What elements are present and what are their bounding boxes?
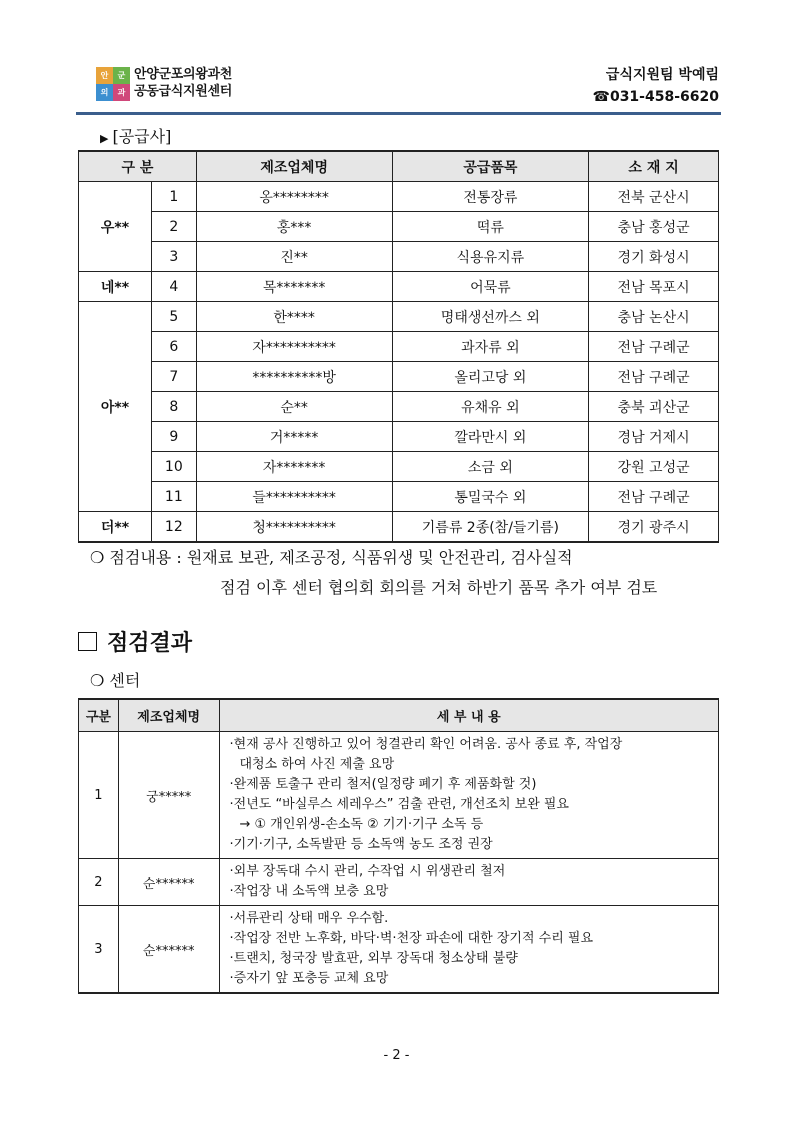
location-cell: 충남 홍성군 [589, 212, 719, 242]
location-cell: 전남 구례군 [589, 482, 719, 512]
group-name-cell: 아** [79, 302, 152, 512]
location-cell: 전남 구례군 [589, 332, 719, 362]
item-cell: 전통장류 [392, 182, 589, 212]
table-row [79, 732, 719, 859]
table-row [79, 392, 719, 422]
table-row [79, 512, 719, 543]
header-divider [76, 112, 721, 115]
table-header-cell: 제조업체명 [196, 151, 392, 182]
row-number-cell: 9 [151, 422, 196, 452]
center-logo-icon [96, 67, 130, 101]
table-header-cell: 세 부 내 용 [219, 699, 719, 732]
triangle-bullet-icon: ▶ [100, 132, 109, 145]
table-header-cell: 공급품목 [392, 151, 589, 182]
detail-line: → ① 개인위생-손소독 ② 기기·기구 소독 등 [239, 817, 484, 832]
row-number-cell: 1 [151, 182, 196, 212]
row-number-cell: 6 [151, 332, 196, 362]
table-row [79, 452, 719, 482]
table-row [79, 859, 719, 906]
location-cell: 전북 군산시 [589, 182, 719, 212]
table-row [79, 212, 719, 242]
page-number: - 2 - [383, 1048, 410, 1063]
item-cell: 떡류 [392, 212, 589, 242]
row-number-cell: 2 [79, 859, 119, 906]
row-number-cell: 2 [151, 212, 196, 242]
maker-cell: 자********** [196, 332, 392, 362]
table-header-cell: 제조업체명 [118, 699, 219, 732]
location-cell: 경기 광주시 [589, 512, 719, 543]
location-cell: 전남 구례군 [589, 362, 719, 392]
table-row [79, 302, 719, 332]
location-cell: 경기 화성시 [589, 242, 719, 272]
table-header-cell: 소 재 지 [589, 151, 719, 182]
item-cell: 통밀국수 외 [392, 482, 589, 512]
maker-cell: 청********** [196, 512, 392, 543]
table-header-cell: 구분 [79, 699, 119, 732]
subsection-title: ❍ 센터 [90, 671, 141, 690]
table-row [79, 332, 719, 362]
row-number-cell: 3 [151, 242, 196, 272]
row-number-cell: 5 [151, 302, 196, 332]
maker-cell: 순** [196, 392, 392, 422]
detail-line: ·완제품 토출구 관리 철저(일정량 폐기 후 제품화할 것) [229, 777, 537, 792]
item-cell: 소금 외 [392, 452, 589, 482]
item-cell: 어묵류 [392, 272, 589, 302]
section-title [78, 626, 192, 657]
maker-cell: 거***** [196, 422, 392, 452]
row-number-cell: 3 [79, 906, 119, 994]
logo-cell: 군 [113, 67, 130, 84]
inspection-note [90, 543, 657, 603]
supplier-heading [100, 124, 171, 147]
maker-cell: 들********** [196, 482, 392, 512]
item-cell: 올리고당 외 [392, 362, 589, 392]
row-number-cell: 12 [151, 512, 196, 543]
group-name-cell: 네** [79, 272, 152, 302]
row-number-cell: 4 [151, 272, 196, 302]
maker-cell: 한**** [196, 302, 392, 332]
logo-cell: 의 [96, 84, 113, 101]
table-row [79, 482, 719, 512]
maker-cell: 목******* [196, 272, 392, 302]
table-header-cell: 구 분 [79, 151, 197, 182]
supplier-heading-text: [공급사] [112, 127, 172, 146]
detail-line: ·증자기 앞 포충등 교체 요망 [229, 971, 389, 986]
row-number-cell: 10 [151, 452, 196, 482]
org-name-line1: 안양군포의왕과천 [134, 67, 233, 82]
table-row [79, 242, 719, 272]
table-header-row [79, 151, 719, 182]
maker-cell: 순****** [118, 906, 219, 994]
maker-cell: 궁***** [118, 732, 219, 859]
note-line2: 점검 이후 센터 협의회 회의를 거쳐 하반기 품목 추가 여부 검토 [220, 578, 658, 597]
table-header-row [79, 699, 719, 732]
table-row [79, 422, 719, 452]
location-cell: 전남 목포시 [589, 272, 719, 302]
location-cell: 충남 논산시 [589, 302, 719, 332]
maker-cell: 자******* [196, 452, 392, 482]
org-name-line2: 공동급식지원센터 [134, 84, 233, 99]
detail-line: ·작업장 내 소독액 보충 요망 [229, 884, 389, 899]
detail-line: ·기기·기구, 소독발판 등 소독액 농도 조정 권장 [229, 837, 493, 852]
team-contact: 급식지원팀 박예림 [605, 67, 719, 83]
item-cell: 과자류 외 [392, 332, 589, 362]
row-number-cell: 1 [79, 732, 119, 859]
detail-line: ·현재 공사 진행하고 있어 청결관리 확인 어려움. 공사 종료 후, 작업장 [229, 737, 623, 752]
maker-cell: **********방 [196, 362, 392, 392]
table-row [79, 182, 719, 212]
row-number-cell: 11 [151, 482, 196, 512]
item-cell: 기름류 2종(참/들기름) [392, 512, 589, 543]
maker-cell: 홍*** [196, 212, 392, 242]
supplier-table [78, 150, 719, 543]
result-table [78, 698, 719, 994]
logo-cell: 안 [96, 67, 113, 84]
location-cell: 경남 거제시 [589, 422, 719, 452]
maker-cell: 진** [196, 242, 392, 272]
note-line1: ❍ 점검내용 : 원재료 보관, 제조공정, 식품위생 및 안전관리, 검사실적 [90, 548, 573, 567]
detail-line: ·작업장 전반 노후화, 바닥·벽·천장 파손에 대한 장기적 수리 필요 [229, 931, 594, 946]
table-row [79, 362, 719, 392]
checkbox-square-icon [78, 632, 97, 651]
detail-line: ·전년도 “바실루스 세레우스” 검출 관련, 개선조치 보완 필요 [229, 797, 569, 812]
item-cell: 명태생선까스 외 [392, 302, 589, 332]
item-cell: 깔라만시 외 [392, 422, 589, 452]
detail-line: ·외부 장독대 수시 관리, 수작업 시 위생관리 철저 [229, 864, 506, 879]
org-name [134, 66, 232, 100]
detail-line: 대청소 하여 사진 제출 요망 [239, 757, 395, 772]
detail-line: ·서류관리 상태 매우 우수함. [229, 911, 389, 926]
group-name-cell: 우** [79, 182, 152, 272]
maker-cell: 옹******** [196, 182, 392, 212]
item-cell: 유채유 외 [392, 392, 589, 422]
phone-number: ☎031-458-6620 [592, 89, 719, 105]
location-cell: 강원 고성군 [589, 452, 719, 482]
page-header [76, 62, 719, 112]
table-row [79, 906, 719, 994]
location-cell: 충북 괴산군 [589, 392, 719, 422]
table-row [79, 272, 719, 302]
details-cell [219, 732, 719, 859]
section-title-text: 점검결과 [107, 631, 193, 656]
maker-cell: 순****** [118, 859, 219, 906]
row-number-cell: 7 [151, 362, 196, 392]
details-cell [219, 859, 719, 906]
details-cell [219, 906, 719, 994]
logo-cell: 과 [113, 84, 130, 101]
row-number-cell: 8 [151, 392, 196, 422]
group-name-cell: 더** [79, 512, 152, 543]
item-cell: 식용유지류 [392, 242, 589, 272]
detail-line: ·트랜치, 청국장 발효판, 외부 장독대 청소상태 불량 [229, 951, 518, 966]
